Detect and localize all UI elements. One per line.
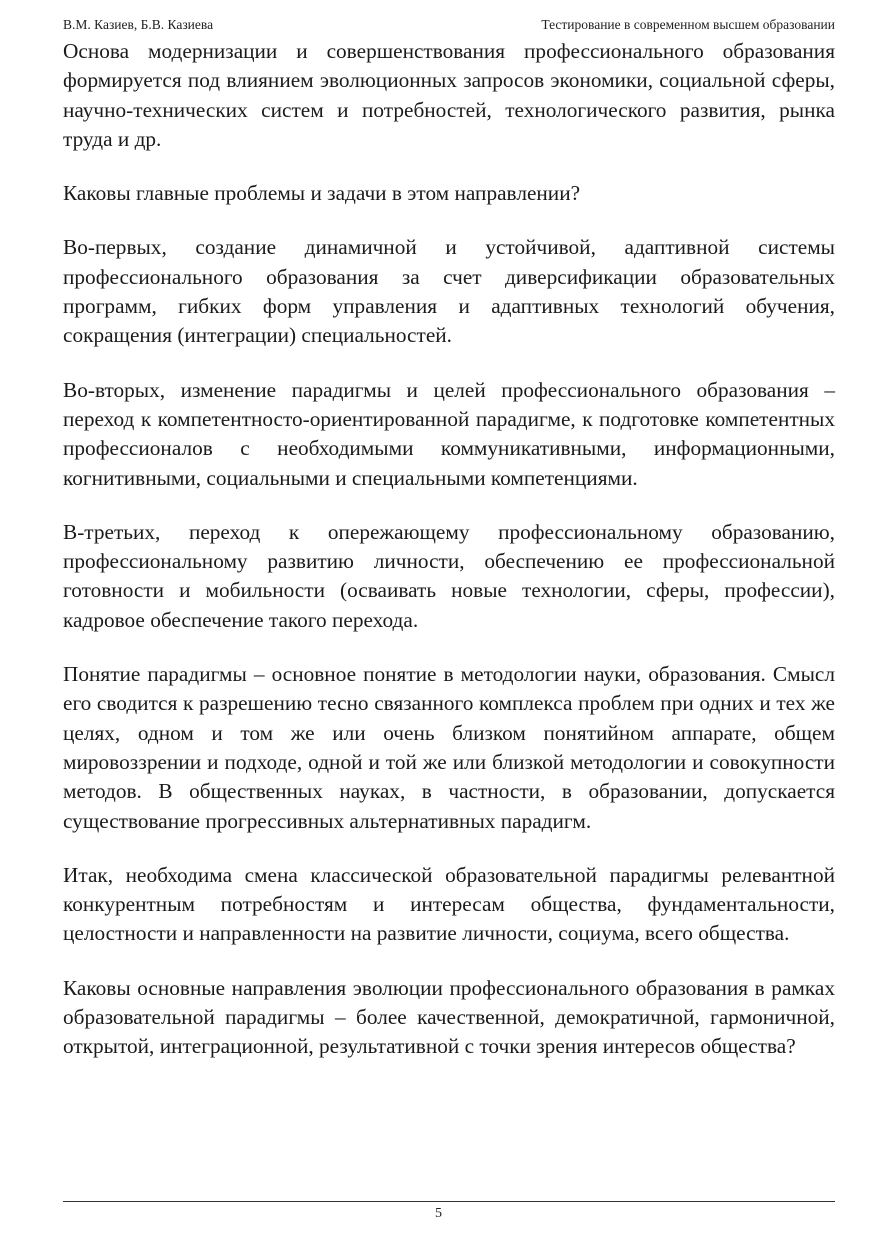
footer-divider <box>63 1201 835 1202</box>
body-text <box>63 37 835 1087</box>
paragraph: Понятие парадигмы – основное понятие в методологии науки, образования. Смысл его сводится к разрешению тесно связанного комплекса проблем при одних и тех же целях, одном и том же или очень близком понятийном аппарате, общем мировоззрении и подходе, одной и той же или близкой методологии и совокупности методов. В общественных науках, в частности, в образовании, допускается существование прогрессивных альтернативных парадигм. <box>63 662 835 833</box>
paragraph: Каковы основные направления эволюции профессионального образования в рамках образовательной парадигмы – более качественной, демократичной, гармоничной, открытой, интеграционной, результативной с точки зрения интересов общества? <box>63 975 835 1059</box>
header-authors: В.М. Казиев, Б.В. Казиева <box>63 17 214 32</box>
page-number: 5 <box>435 1206 442 1221</box>
running-header <box>63 15 835 35</box>
paragraph: Основа модернизации и совершенствования профессионального образования формируется под влиянием эволюционных запросов экономики, социальной сферы, научно-технических систем и потребностей, технологического развития, рынка труда и др. <box>63 39 835 151</box>
paragraph: Итак, необходима смена классической образовательной парадигмы релевантной конкурентным потребностям и интересам общества, фундаментальности, целостности и направленности на развитие личности, социума, всего общества. <box>63 862 835 946</box>
header-book-title: Тестирование в современном высшем образовании <box>541 17 835 32</box>
paragraph: Во-вторых, изменение парадигмы и целей профессионального образования – переход к компетентносто-ориентированной парадигме, к подготовке компетентных профессионалов с необходимыми коммуникативными, информационными, когнитивными, социальными и специальными компетенциями. <box>63 377 835 490</box>
paragraph: Во-первых, создание динамичной и устойчивой, адаптивной системы профессионального образования за счет диверсификации образовательных программ, гибких форм управления и адаптивных технологий обучения, сокращения (интеграции) специальностей. <box>63 235 835 348</box>
paragraph: Каковы главные проблемы и задачи в этом направлении? <box>63 181 581 206</box>
paragraph: В-третьих, переход к опережающему профессиональному образованию, профессиональному развитию личности, обеспечению ее профессиональной готовности и мобильности (осваивать новые технологии, сферы, профессии), кадровое обеспечение такого перехода. <box>63 519 835 632</box>
